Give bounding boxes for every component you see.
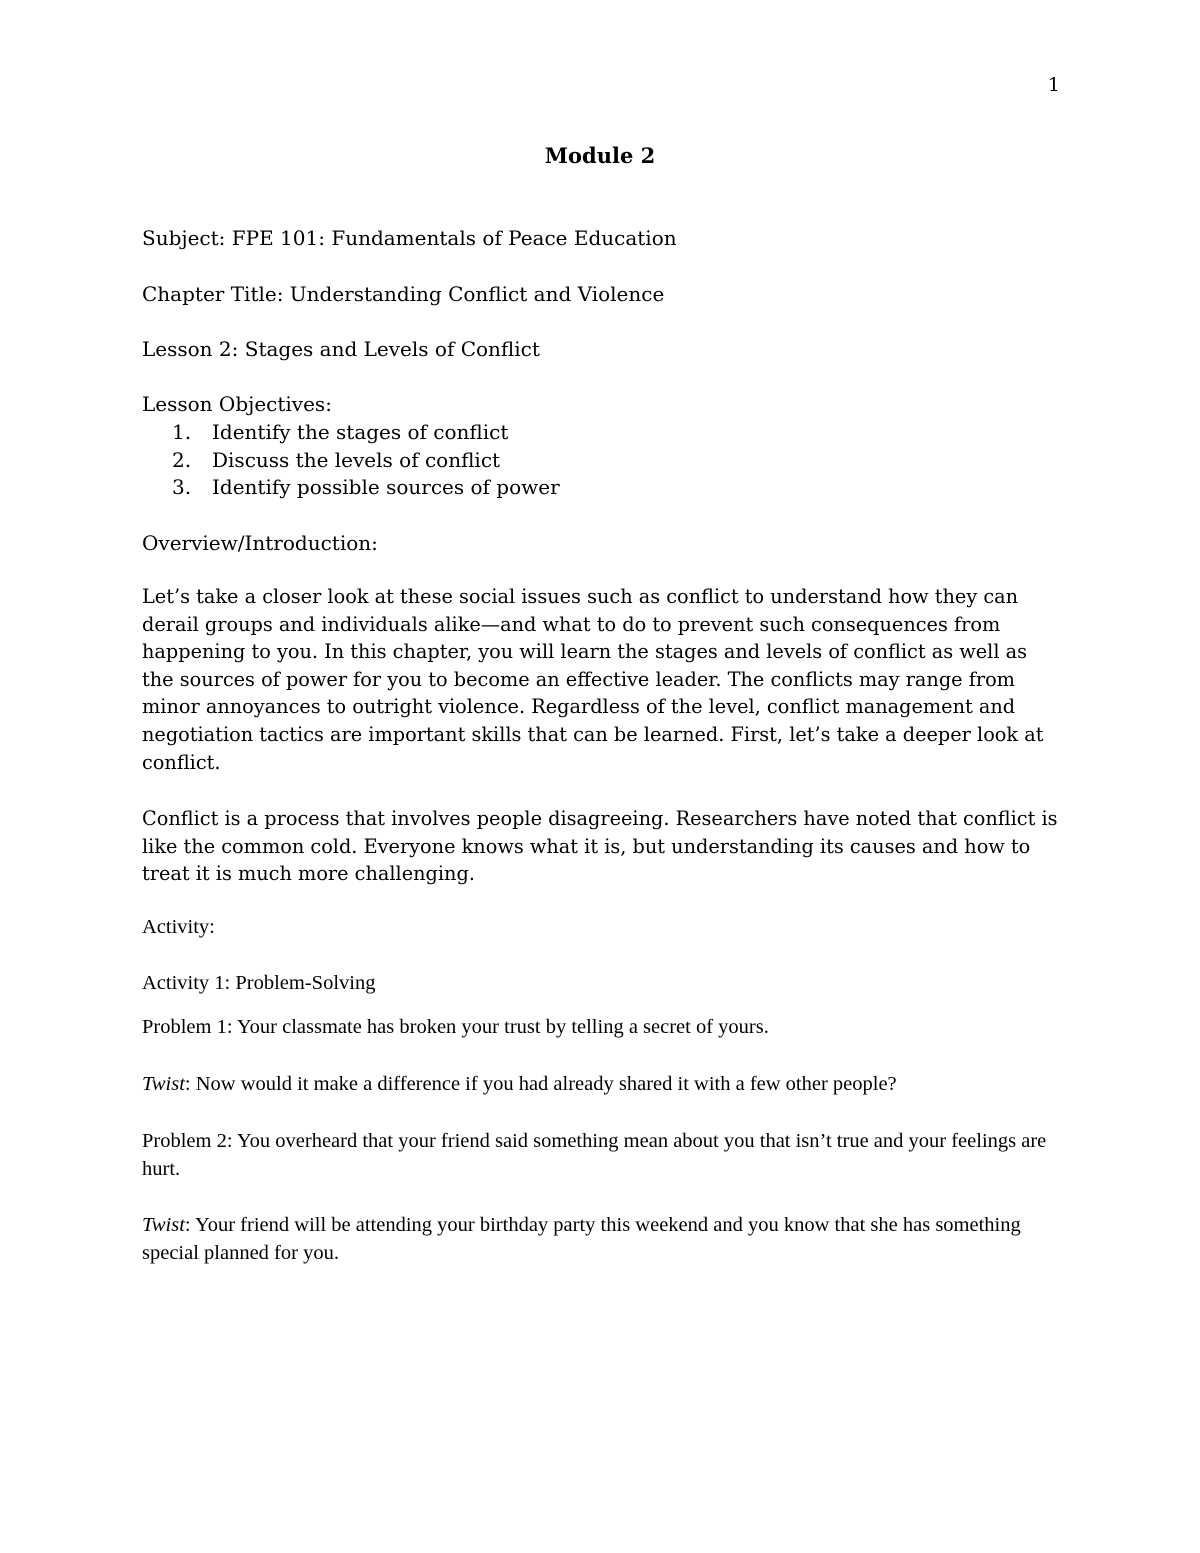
chapter-title-line: Chapter Title: Understanding Conflict and Violence <box>142 282 665 306</box>
objective-number: 3. <box>172 475 192 499</box>
overview-paragraph-1: Let’s take a closer look at these social issues such as conflict to understand how they can derail groups and individuals alike—and what to do to prevent such consequences from happening to you. In this chapter, you will learn the stages and levels of conflict as well as the sources of power for you to become an effective leader. The conflicts may range from minor annoyances to outright violence. Regardless of the level, conflict management and negotiation tactics are important skills that can be learned. First, let’s take a deeper look at conflict. <box>142 585 1044 774</box>
objective-item <box>172 448 500 472</box>
twist-text: : Your friend will be attending your birthday party this weekend and you know that she has something special planned for you. <box>142 1214 1021 1264</box>
objective-item <box>172 475 560 499</box>
objective-number: 1. <box>172 420 192 444</box>
subject-line: Subject: FPE 101: Fundamentals of Peace Education <box>142 226 677 250</box>
page-number: 1 <box>1047 74 1060 96</box>
twist-text: : Now would it make a difference if you had already shared it with a few other people? <box>184 1073 897 1095</box>
objective-number: 2. <box>172 448 192 472</box>
page-title: Module 2 <box>544 143 656 168</box>
activity-title: Activity 1: Problem-Solving <box>142 972 376 994</box>
overview-paragraph-2: Conflict is a process that involves people disagreeing. Researchers have noted that conflict is like the common cold. Everyone knows what it is, but understanding its causes and how to treat it is much more challenging. <box>142 807 1058 886</box>
objective-text: Discuss the levels of conflict <box>212 448 501 472</box>
problem-2: Problem 2: You overheard that your friend said something mean about you that isn’t true and your feelings are hurt. <box>142 1130 1047 1180</box>
objectives-heading: Lesson Objectives: <box>142 392 332 416</box>
problem-1: Problem 1: Your classmate has broken your trust by telling a secret of yours. <box>142 1016 769 1038</box>
objective-item <box>172 420 508 444</box>
twist-label: Twist <box>142 1214 185 1236</box>
objective-text: Identify the stages of conflict <box>212 420 509 444</box>
twist-2 <box>142 1212 1062 1267</box>
overview-heading: Overview/Introduction: <box>142 531 378 555</box>
twist-1 <box>142 1073 897 1096</box>
lesson-line: Lesson 2: Stages and Levels of Conflict <box>142 337 540 361</box>
activity-heading: Activity: <box>142 916 215 938</box>
objective-text: Identify possible sources of power <box>212 475 560 499</box>
twist-label: Twist <box>142 1073 185 1095</box>
